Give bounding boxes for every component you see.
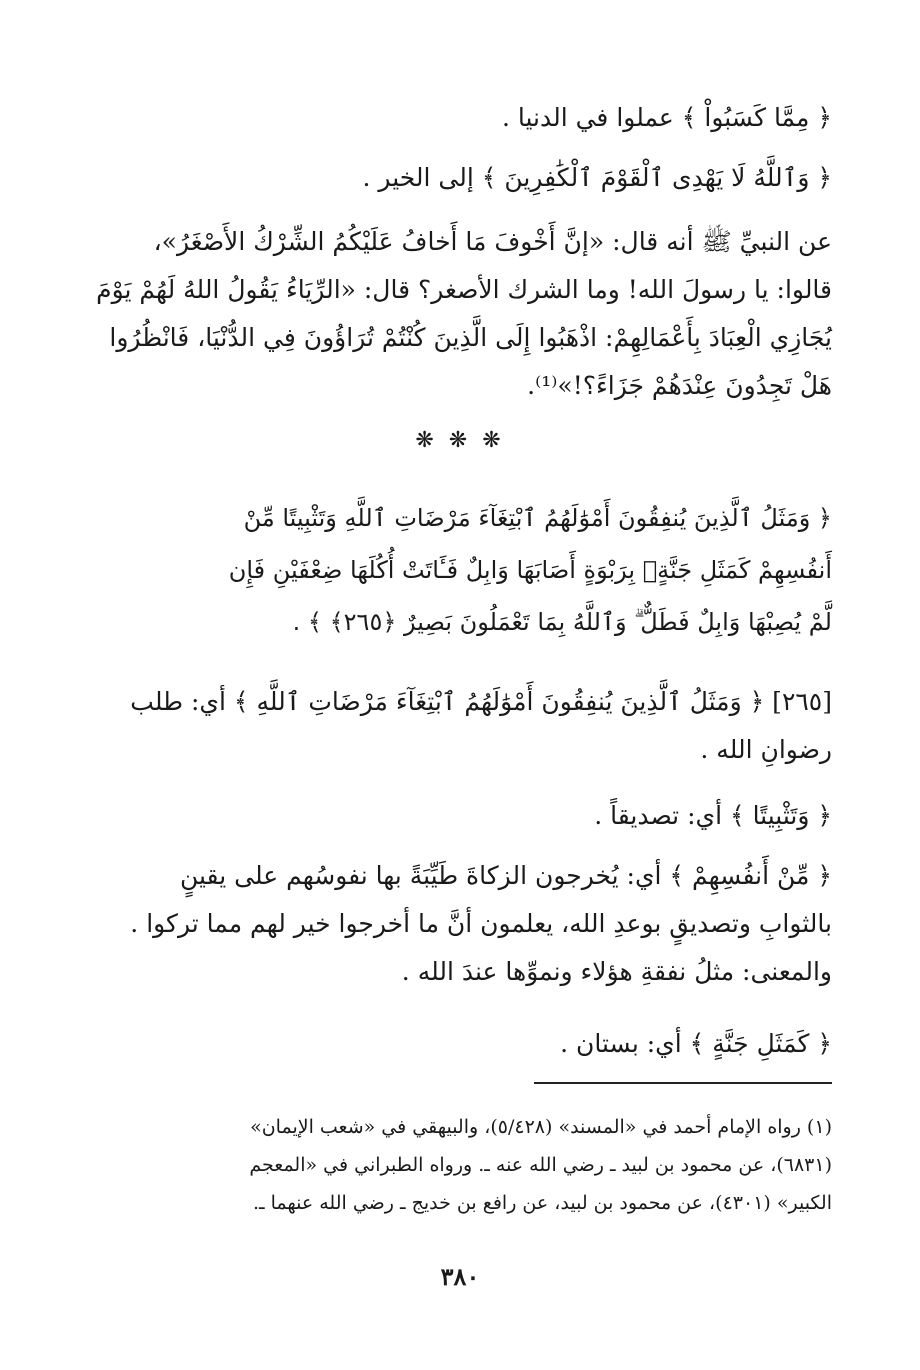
tafsir-2-line-1: ﴿ وَتَثْبِيتًا ﴾ أي: تصديقاً . [594,801,832,830]
tafsir-3-line-1: ﴿ مِّنْ أَنفُسِهِمْ ﴾ أي: يُخرجون الزكاةَ طَيِّبَةً بها نفوسُهم على يقينٍ [179,861,832,890]
tafsir-paragraph-4 [88,1020,832,1068]
tafsir-3-line-2: بالثوابِ وتصديقٍ بوعدِ الله، يعلمون أنَّ ما أخرجوا خير لهم مما تركوا . [130,909,832,938]
hadith-line-4: هَلْ تَجِدُونَ عِنْدَهُمْ جَزَاءً؟!»⁽¹⁾. [527,371,832,400]
tafsir-paragraph-2 [88,792,832,840]
verse-line-1: ﴿ وَمَثَلُ ٱلَّذِينَ يُنفِقُونَ أَمْوَٰلَهُمُ ٱبْتِغَآءَ مَرْضَاتِ ٱللَّهِ وَتَثْبِيتًا مِّنْ [243,504,832,532]
hadith-line-2: قالوا: يا رسولَ الله! وما الشرك الأصغر؟ قال: «الرِّيَاءُ يَقُولُ اللهُ لَهُمْ يَوْمَ [96,275,832,304]
footnote-divider [534,1082,832,1084]
footnote-1-line-3: الكبير» (٤٣٠١)، عن محمود بن لبيد، عن رافع بن خديج ـ رضي الله عنهما ـ. [252,1192,832,1214]
footnote-1-line-2: (٦٨٣١)، عن محمود بن لبيد ـ رضي الله عنه ـ. ورواه الطبراني في «المعجم [249,1154,832,1176]
verse-note-1 [88,94,832,142]
verse-line-2: أَنفُسِهِمْ كَمَثَلِ جَنَّةٍۭ بِرَبْوَةٍ أَصَابَهَا وَابِلٌ فَـَٔاتَتْ أُكُلَهَا ضِعْفَيْنِ فَإِن [228,556,832,584]
page-number: ٣٨٠ [440,1262,480,1291]
verse-note-2 [88,154,832,202]
footnotes [88,1108,832,1222]
verse-line-3: لَّمْ يُصِبْهَا وَابِلٌ فَطَلٌّ ۗ وَٱللَّهُ بِمَا تَعْمَلُونَ بَصِيرٌ ﴿٢٦٥﴾ ﴾ . [292,608,832,636]
verse-note-1-text: ﴿ مِمَّا كَسَبُواْ ﴾ عملوا في الدنيا . [501,103,832,132]
tafsir-1-line-1: [٢٦٥] ﴿ وَمَثَلُ ٱلَّذِينَ يُنفِقُونَ أَمْوَٰلَهُمُ ٱبْتِغَآءَ مَرْضَاتِ ٱللَّهِ ﴾ أي: طلب [130,687,832,716]
footnote-1-line-1: (١) رواه الإمام أحمد في «المسند» (٥/٤٢٨)، والبيهقي في «شعب الإيمان» [250,1116,832,1138]
tafsir-paragraph-3 [88,852,832,996]
tafsir-4-line-1: ﴿ كَمَثَلِ جَنَّةٍ ﴾ أي: بستان . [560,1029,832,1058]
quran-verse-265 [88,492,832,648]
hadith-line-3: يُجَازِي الْعِبَادَ بِأَعْمَالِهِمْ: اذْهَبُوا إِلَى الَّذِينَ كُنْتُمْ تُرَاؤُونَ فِي الدُّنْيَا، فَانْظُرُوا [109,323,832,352]
tafsir-paragraph-1 [88,678,832,774]
hadith-line-1: عن النبيِّ ﷺ أنه قال: «إنَّ أَخْوفَ مَا أَخافُ عَلَيْكُمُ الشِّرْكُ الأَصْغَرُ»، [153,227,832,256]
tafsir-3-line-3: والمعنى: مثلُ نفقةِ هؤلاء ونموِّها عندَ الله . [401,957,832,986]
hadith-paragraph [88,218,832,410]
section-separator: ❋ ❋ ❋ [415,428,505,453]
tafsir-1-line-2: رضوانِ الله . [700,735,832,764]
verse-note-2-text: ﴿ وَٱللَّهُ لَا يَهْدِى ٱلْقَوْمَ ٱلْكَٰفِرِينَ ﴾ إلى الخير . [362,163,832,192]
